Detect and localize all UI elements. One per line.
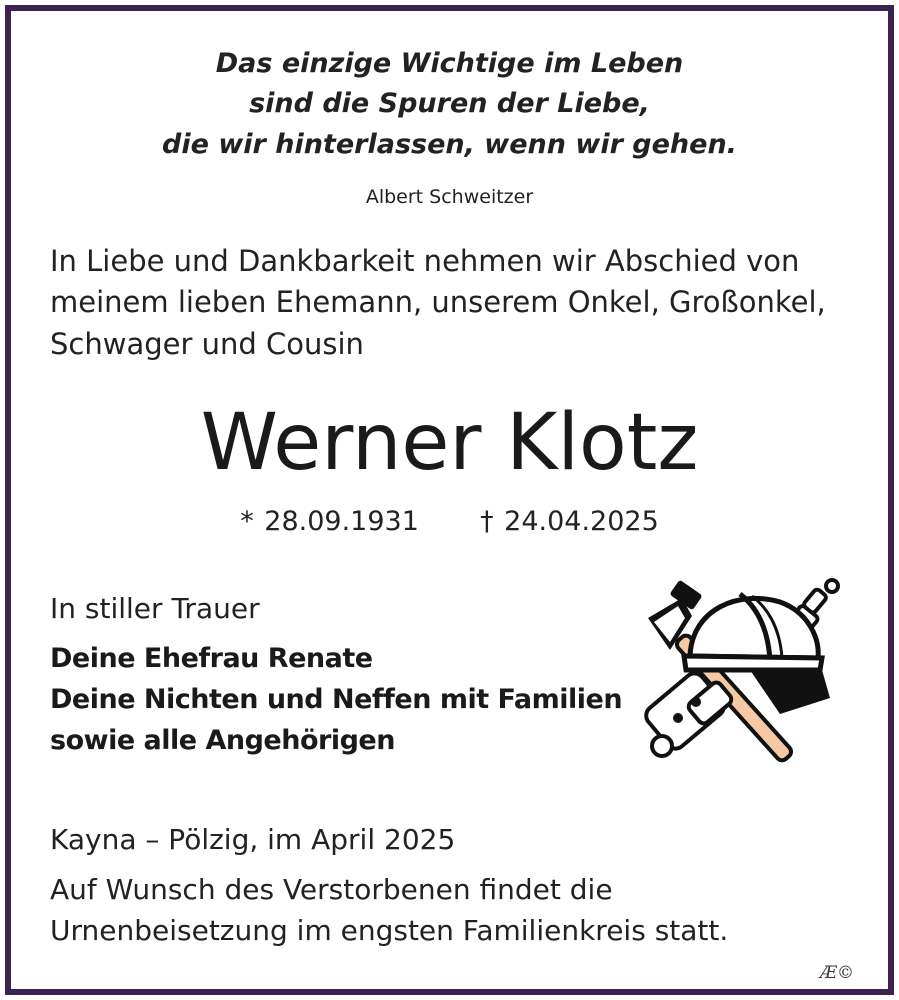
death-date: † 24.04.2025 [480, 506, 659, 537]
intro-line-1: In Liebe und Dankbarkeit nehmen wir Abschied von [50, 244, 800, 278]
funeral-note-line-1: Auf Wunsch des Verstorbenen findet die [50, 873, 613, 906]
mourner-line-1: Deine Ehefrau Renate [50, 643, 373, 674]
funeral-note-line-2: Urnenbeisetzung im engsten Familienkreis statt. [50, 914, 729, 947]
mourner-line-3: sowie alle Angehörigen [50, 725, 395, 756]
life-dates [0, 506, 899, 537]
mourner-line-2: Deine Nichten und Neffen mit Familien [50, 684, 623, 715]
firefighter-emblem-icon [630, 578, 845, 768]
publisher-signature: Æ© [820, 963, 855, 983]
intro-line-2: meinem lieben Ehemann, unserem Onkel, Großonkel, [50, 285, 826, 319]
birth-date: * 28.09.1931 [240, 506, 419, 537]
quote-author: Albert Schweitzer [365, 186, 534, 208]
quote-line-1: Das einzige Wichtige im Leben [215, 48, 684, 79]
quote-line-3: die wir hinterlassen, wenn wir gehen. [162, 129, 737, 160]
mourning-heading: In stiller Trauer [50, 592, 260, 625]
quote-line-2: sind die Spuren der Liebe, [249, 88, 650, 119]
deceased-name: Werner Klotz [200, 398, 699, 488]
intro-line-3: Schwager und Cousin [50, 327, 364, 361]
place-and-date: Kayna – Pölzig, im April 2025 [50, 823, 456, 856]
